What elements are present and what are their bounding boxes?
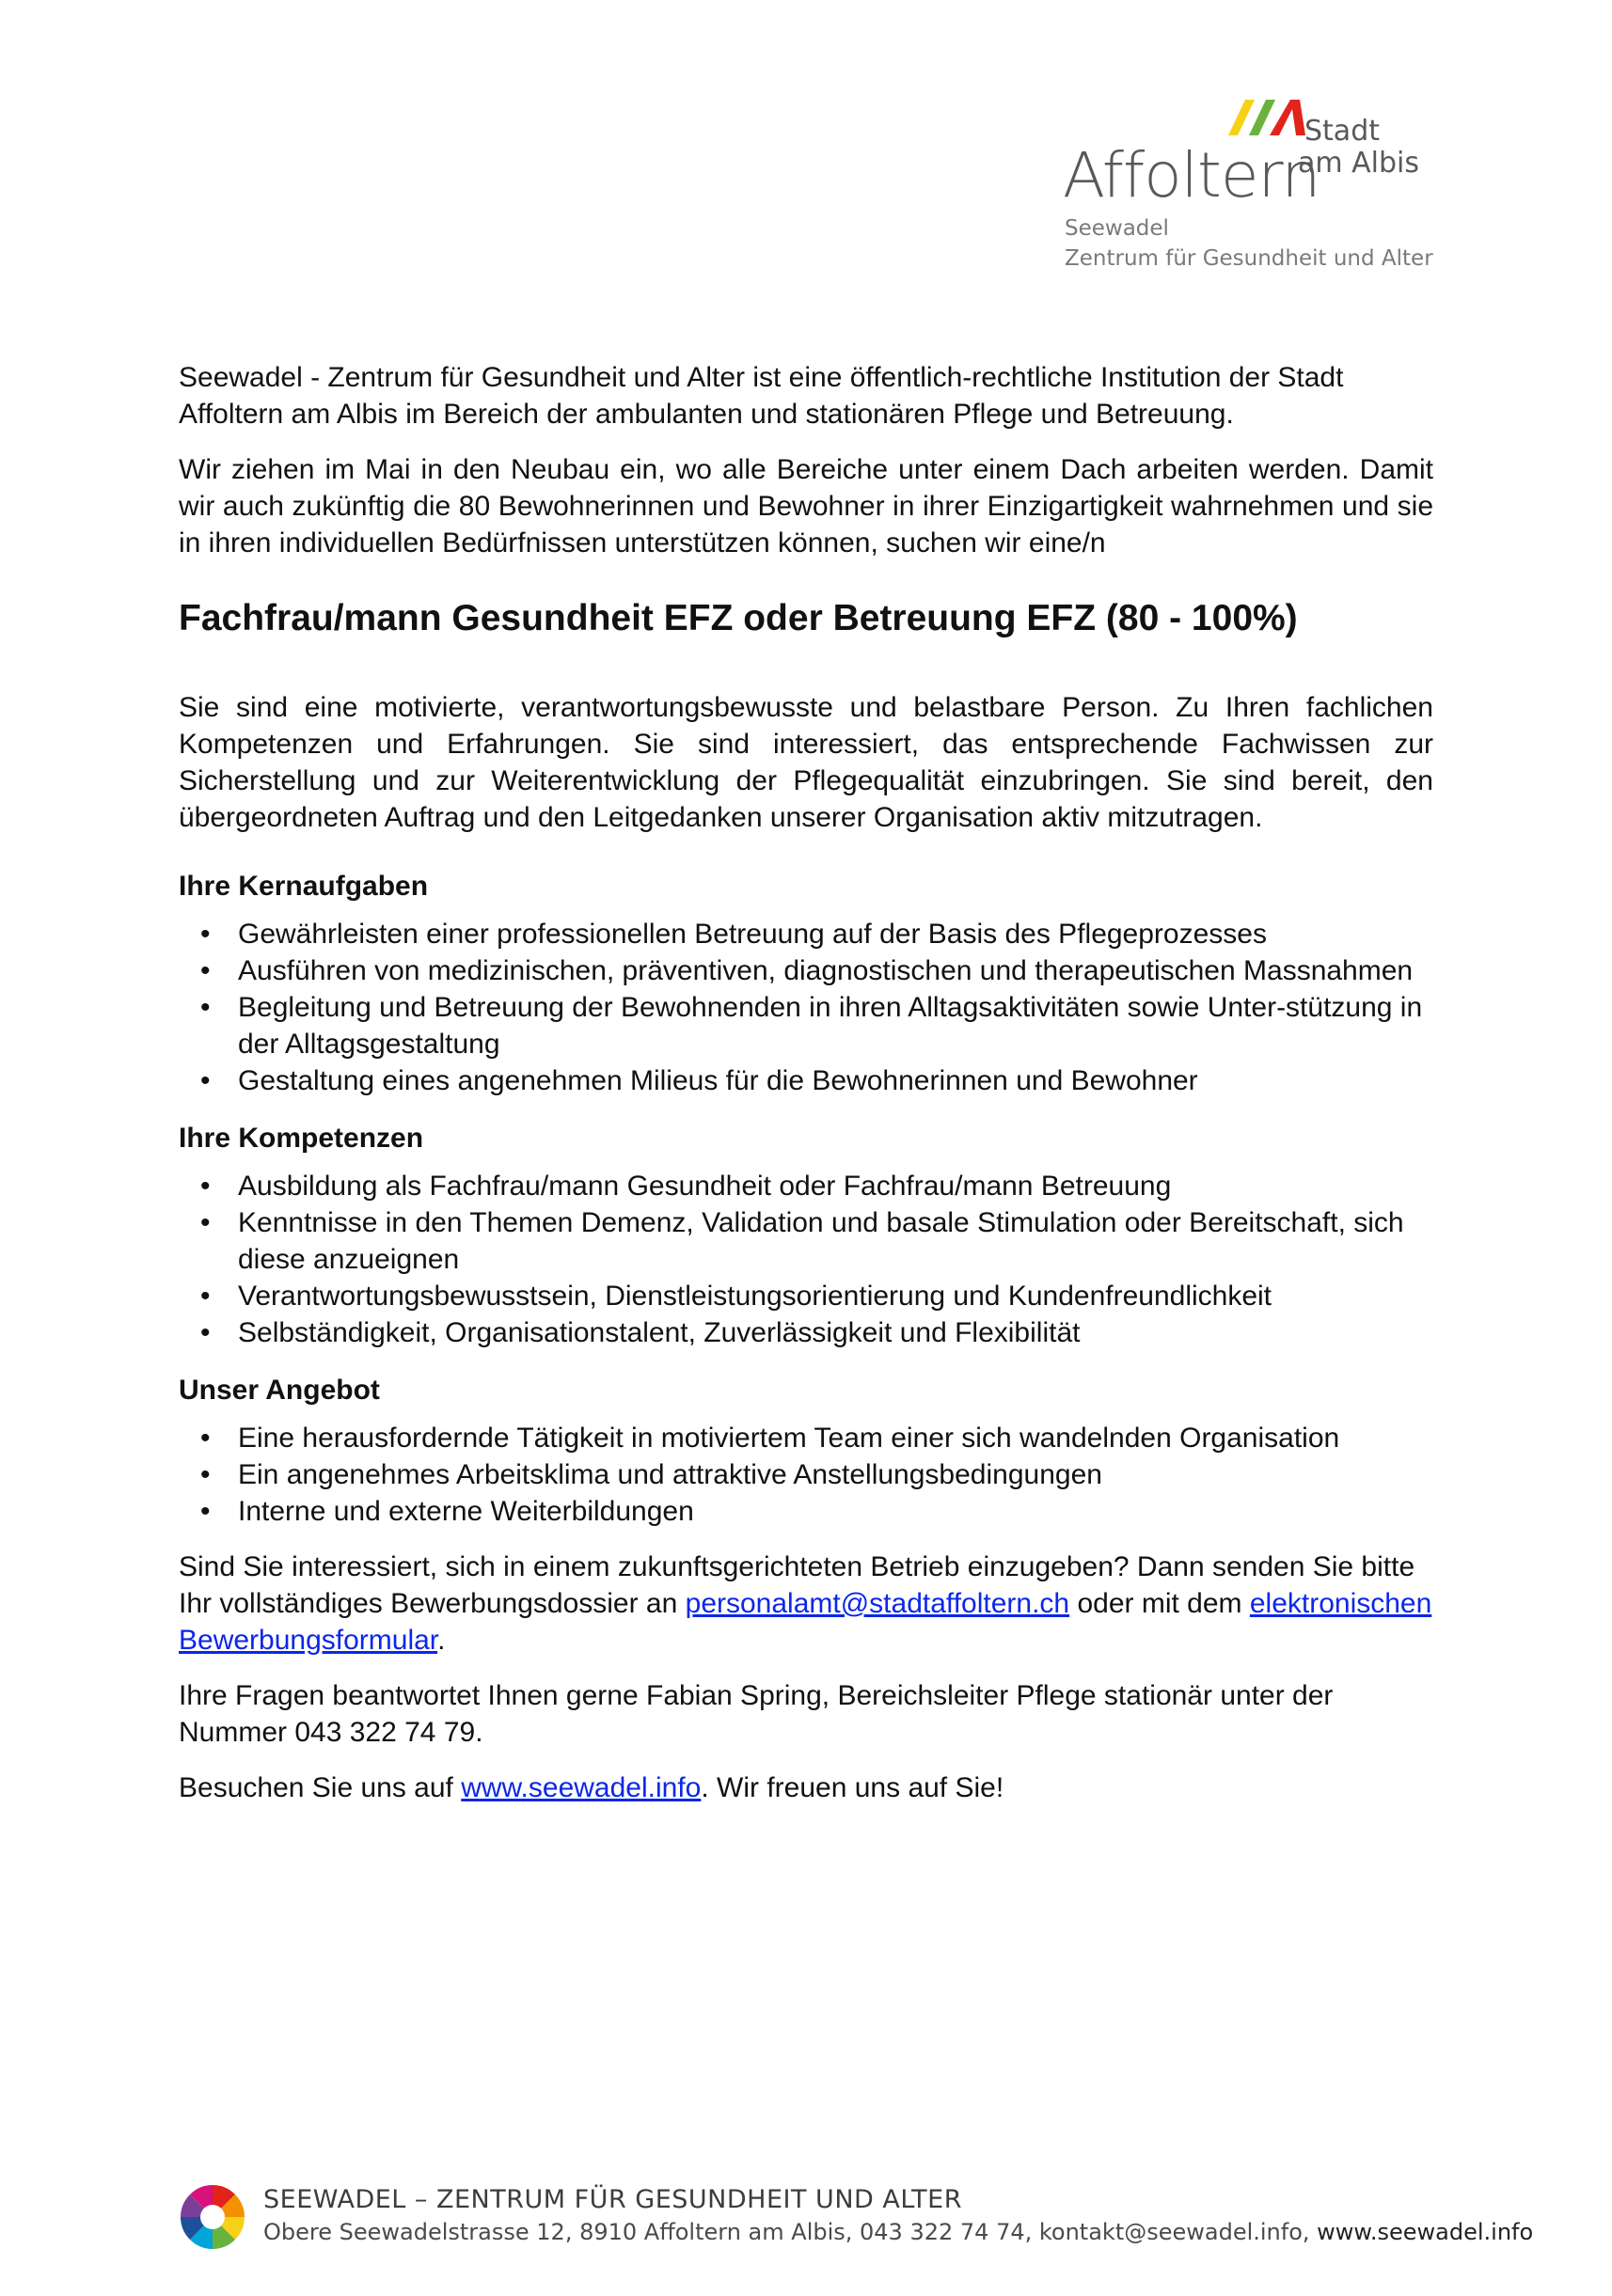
logo-subtitle-zentrum: Zentrum für Gesundheit und Alter [1065,246,1433,271]
section-heading-kompetenzen: Ihre Kompetenzen [179,1123,424,1154]
list-item: • Ausführen von medizinischen, präventiven, diagnostischen und therapeutischen Massnahmen [179,952,1433,989]
list-item: • Gestaltung eines angenehmen Milieus für die Bewohnerinnen und Bewohner [179,1062,1433,1099]
job-posting [179,359,1433,1806]
bullet-icon: • [200,1171,211,1202]
list-item: • Interne und externe Weiterbildungen [179,1493,1433,1530]
website-link[interactable]: www.seewadel.info [461,1772,702,1803]
list-angebot [179,1420,1433,1530]
seewadel-rainbow-logo-icon [179,2183,246,2251]
section-heading-kernaufgaben: Ihre Kernaufgaben [179,871,429,902]
intro-paragraph-1: Seewadel - Zentrum für Gesundheit und Alter ist eine öffentlich-rechtliche Institution der Stadt Affoltern am Albis im Bereich der ambulanten und stationären Pflege und Betreuung. [179,362,1344,430]
list-kernaufgaben [179,916,1433,1099]
list-kompetenzen [179,1168,1433,1351]
bullet-icon: • [200,992,211,1023]
contact-paragraph: Ihre Fragen beantwortet Ihnen gerne Fabian Spring, Bereichsleiter Pflege stationär unter der Nummer 043 322 74 79. [179,1680,1334,1748]
list-item: • Begleitung und Betreuung der Bewohnenden in ihren Alltagsaktivitäten sowie Unter-stützung in der Alltagsgestaltung [179,989,1433,1062]
bullet-icon: • [200,1459,211,1490]
list-item: • Eine herausfordernde Tätigkeit in motiviertem Team einer sich wandelnden Organisation [179,1420,1433,1456]
visit-paragraph: Besuchen Sie uns auf www.seewadel.info. Wir freuen uns auf Sie! [179,1772,1004,1803]
intro-paragraph-2: Wir ziehen im Mai in den Neubau ein, wo alle Bereiche unter einem Dach arbeiten werden. Damit wir auch zukünftig die 80 Bewohnerinnen und Bewohner in ihrer Einzigartigkeit wahrnehmen und sie in ihren individuellen Bedürfnissen unterstützen können, suchen wir eine/n [179,454,1433,558]
logo-subtitle-seewadel: Seewadel [1065,216,1169,241]
logo-stripes-icon [1228,100,1313,137]
footer-address: Obere Seewadelstrasse 12, 8910 Affoltern am Albis, 043 322 74 74, kontakt@seewadel.info, www.seewadel.info [263,2219,1534,2245]
application-form-link[interactable]: elektronischen Bewerbungsformular [179,1588,1432,1656]
bullet-icon: • [200,1281,211,1312]
list-item: • Gewährleisten einer professionellen Betreuung auf der Basis des Pflegeprozesses [179,916,1433,952]
list-item: • Kenntnisse in den Themen Demenz, Validation und basale Stimulation oder Bereitschaft, sich diese anzueignen [179,1204,1433,1278]
bullet-icon: • [200,1065,211,1096]
list-item: • Selbständigkeit, Organisationstalent, Zuverlässigkeit und Flexibilität [179,1314,1433,1351]
profile-paragraph: Sie sind eine motivierte, verantwortungsbewusste und belastbare Person. Zu Ihren fachlichen Kompetenzen und Erfahrungen. Sie sind interessiert, das entsprechende Fachwissen zur Sicherstellung und zur Weiterentwicklung der Pflegequalität einzubringen. Sie sind bereit, den übergeordneten Auftrag und den Leitgedanken unserer Organisation aktiv mitzutragen. [179,692,1433,833]
list-item: • Ausbildung als Fachfrau/mann Gesundheit oder Fachfrau/mann Betreuung [179,1168,1433,1204]
logo-am-albis: am Albis [1298,147,1420,180]
job-title: Fachfrau/mann Gesundheit EFZ oder Betreuung EFZ (80 - 100%) [179,598,1298,638]
bullet-icon: • [200,1496,211,1527]
bullet-icon: • [200,1317,211,1348]
bullet-icon: • [200,919,211,950]
section-heading-angebot: Unser Angebot [179,1375,380,1406]
list-item: • Verantwortungsbewusstsein, Dienstleistungsorientierung und Kundenfreundlichkeit [179,1278,1433,1314]
bullet-icon: • [200,955,211,986]
footer-website[interactable]: www.seewadel.info [1317,2219,1534,2245]
list-item: • Ein angenehmes Arbeitsklima und attraktive Anstellungsbedingungen [179,1456,1433,1493]
logo-wordmark: Affoltern [1063,139,1320,212]
email-link[interactable]: personalamt@stadtaffoltern.ch [685,1588,1070,1619]
bullet-icon: • [200,1207,211,1238]
logo-stadt: Stadt [1304,115,1380,148]
apply-paragraph: Sind Sie interessiert, sich in einem zukunftsgerichteten Betrieb einzugeben? Dann senden Sie bitte Ihr vollständiges Bewerbungsdossier an personalamt@stadtaffoltern.ch oder mit dem elektronischen Bewerbungsformular. [179,1551,1432,1656]
bullet-icon: • [200,1423,211,1454]
footer-title: SEEWADEL – ZENTRUM FÜR GESUNDHEIT UND ALTER [263,2185,962,2214]
